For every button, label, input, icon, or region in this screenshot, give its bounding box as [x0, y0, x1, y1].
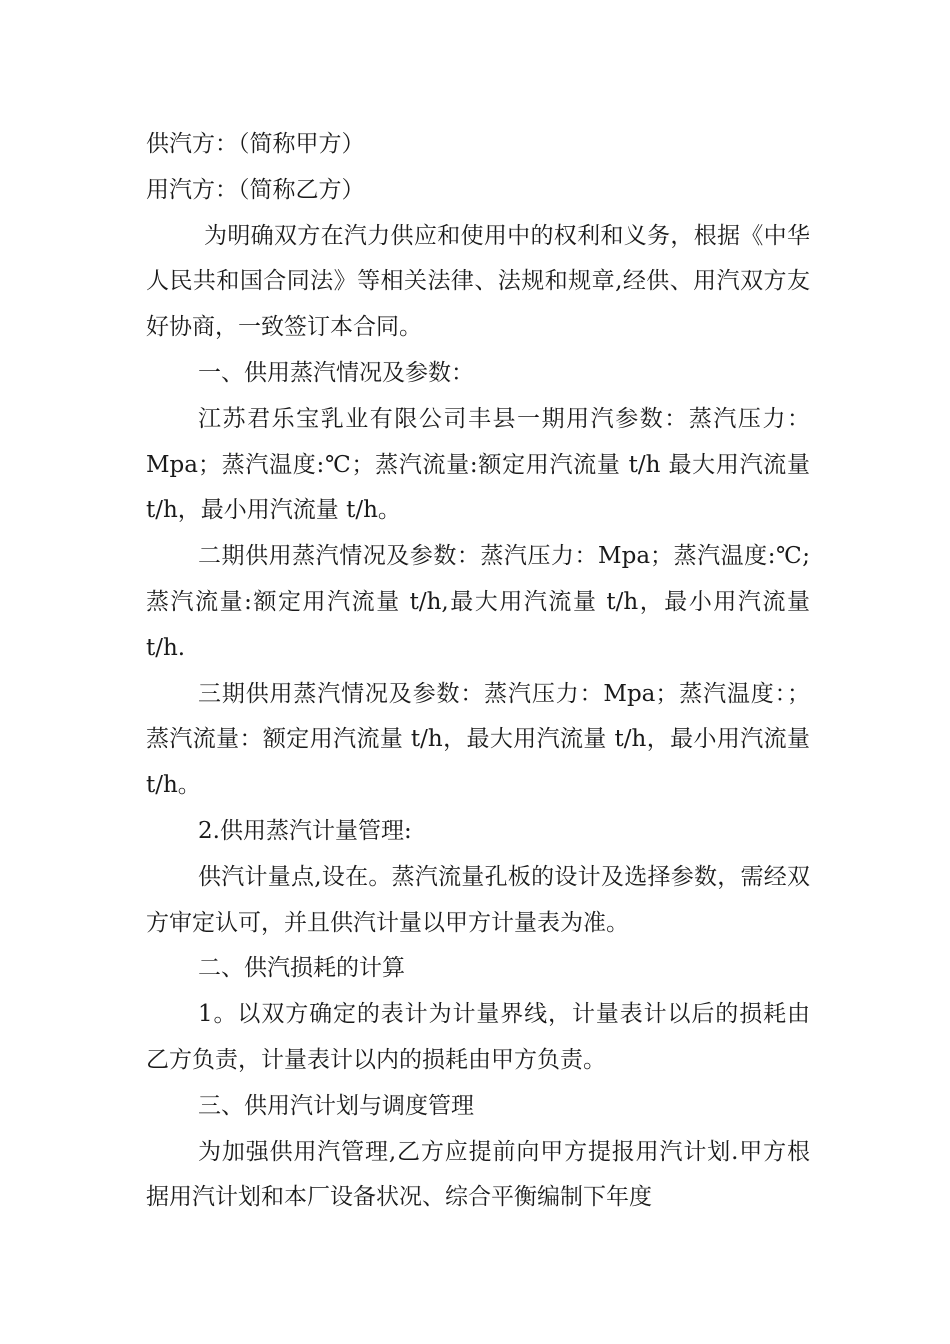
preamble-paragraph: 为明确双方在汽力供应和使用中的权利和义务，根据《中华人民共和国合同法》等相关法律、法规和规章,经供、用汽双方友好协商，一致签订本合同。 [146, 222, 810, 341]
section-1-heading: 一、供用蒸汽情况及参数： [198, 359, 474, 386]
party-b-line: 用汽方：（简称乙方） [146, 176, 365, 203]
phase-2-parameters: 二期供用蒸汽情况及参数：蒸汽压力：Mpa；蒸汽温度:℃;蒸汽流量:额定用汽流量 t/h,最大用汽流量 t/h，最小用汽流量 t/h. [146, 543, 810, 661]
section-2-heading: 二、供汽损耗的计算 [198, 955, 405, 982]
metering-heading: 2.供用蒸汽计量管理: [198, 817, 412, 844]
metering-paragraph: 供汽计量点,设在。蒸汽流量孔板的设计及选择参数，需经双方审定认可，并且供汽计量以甲方计量表为准。 [146, 863, 810, 936]
phase-1-parameters: 江苏君乐宝乳业有限公司丰县一期用汽参数：蒸汽压力：Mpa；蒸汽温度:℃；蒸汽流量:额定用汽流量 t/h 最大用汽流量 t/h，最小用汽流量 t/h。 [146, 405, 810, 524]
document-body [146, 122, 810, 1221]
loss-paragraph: 1。以双方确定的表计为计量界线，计量表计以后的损耗由乙方负责，计量表计以内的损耗由甲方负责。 [146, 1001, 810, 1073]
phase-3-parameters: 三期供用蒸汽情况及参数：蒸汽压力：Mpa；蒸汽温度：；蒸汽流量：额定用汽流量 t/h，最大用汽流量 t/h，最小用汽流量 t/h。 [146, 680, 810, 799]
section-3-heading: 三、供用汽计划与调度管理 [198, 1092, 474, 1119]
party-a-line: 供汽方：（简称甲方） [146, 131, 365, 157]
planning-paragraph: 为加强供用汽管理,乙方应提前向甲方提报用汽计划.甲方根据用汽计划和本厂设备状况、综合平衡编制下年度 [146, 1138, 810, 1211]
